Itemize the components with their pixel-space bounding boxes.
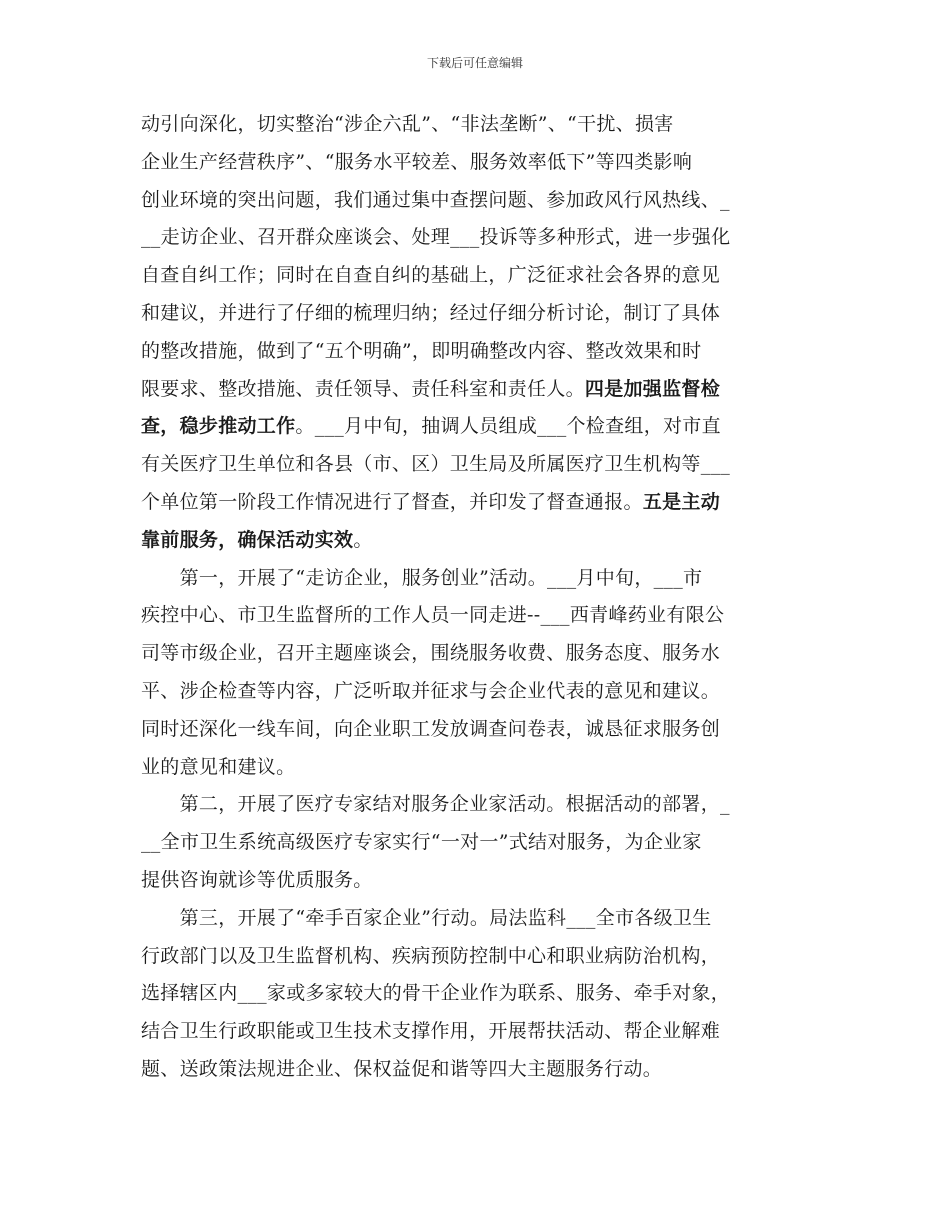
text-line: 和建议，并进行了仔细的梳理归纳；经过仔细分析讨论，制订了具体 — [141, 301, 721, 324]
text-line: 第二，开展了医疗专家结对服务企业家活动。根据活动的部署，_ — [141, 793, 730, 816]
bold-heading-five-cont: 靠前服务，确保活动实效 — [141, 528, 354, 551]
text-line: 疾控中心、市卫生监督所的工作人员一同走进--___西青峰药业有限公 — [141, 604, 725, 627]
text-line: 第三，开展了“牵手百家企业”行动。局法监科___全市各级卫生 — [141, 906, 712, 929]
text-line — [141, 408, 813, 446]
text-line — [141, 484, 813, 522]
text-line: 第一，开展了“走访企业，服务创业”活动。___月中旬，___市 — [141, 566, 703, 589]
text-line — [141, 371, 813, 409]
text-line: 自查自纠工作；同时在自查自纠的基础上，广泛征求社会各界的意见 — [141, 264, 721, 287]
bold-heading-four: 四是加强监督检 — [584, 377, 721, 400]
bold-heading-four-cont: 查，稳步推动工作 — [141, 415, 296, 438]
page-header: 下载后可任意编辑 — [426, 56, 523, 70]
text-line: 行政部门以及卫生监督机构、疾病预防控制中心和职业病防治机构， — [141, 944, 721, 967]
text-segment: 个单位第一阶段工作情况进行了督查，并印发了督查通报。 — [141, 490, 643, 513]
text-line: 平、涉企检查等内容，广泛听取并征求与会企业代表的意见和建议。 — [141, 679, 721, 702]
bold-heading-five: 五是主动 — [642, 490, 721, 513]
text-line: 司等市级企业，召开主题座谈会，围绕服务收费、服务态度、服务水 — [141, 642, 721, 665]
text-line: 同时还深化一线车间，向企业职工发放调查问卷表，诚恳征求服务创 — [141, 717, 721, 740]
text-line: 的整改措施，做到了“五个明确”，即明确整改内容、整改效果和时 — [141, 339, 702, 362]
text-segment: 限要求、整改措施、责任领导、责任科室和责任人。 — [141, 377, 585, 400]
text-line — [141, 522, 813, 560]
text-line: 提供咨询就诊等优质服务。 — [141, 868, 373, 891]
text-line: 选择辖区内___家或多家较大的骨干企业作为联系、服务、牵手对象， — [141, 982, 731, 1005]
text-line: 结合卫生行政职能或卫生技术支撑作用，开展帮扶活动、帮企业解难 — [141, 1020, 721, 1043]
text-line: __全市卫生系统高级医疗专家实行“一对一”式结对服务，为企业家 — [141, 831, 702, 854]
text-line: 业的意见和建议。 — [141, 755, 296, 778]
text-segment: 。 — [353, 528, 373, 551]
text-line: 有关医疗卫生单位和各县（市、区）卫生局及所属医疗卫生机构等___ — [141, 453, 731, 476]
text-line: 企业生产经营秩序”、“服务水平较差、服务效率低下”等四类影响 — [141, 150, 693, 173]
text-segment: 。___月中旬，抽调人员组成___个检查组，对市直 — [295, 415, 721, 438]
text-line: 动引向深化，切实整治“涉企六乱”、“非法垄断”、“干扰、损害 — [141, 113, 674, 135]
text-line: 题、送政策法规进企业、保权益促和谐等四大主题服务行动。 — [141, 1057, 663, 1080]
document-body — [141, 106, 813, 1089]
text-line: __走访企业、召开群众座谈会、处理___投诉等多种形式，进一步强化 — [141, 226, 731, 249]
text-line: 创业环境的突出问题，我们通过集中查摆问题、参加政风行风热线、_ — [141, 188, 730, 211]
